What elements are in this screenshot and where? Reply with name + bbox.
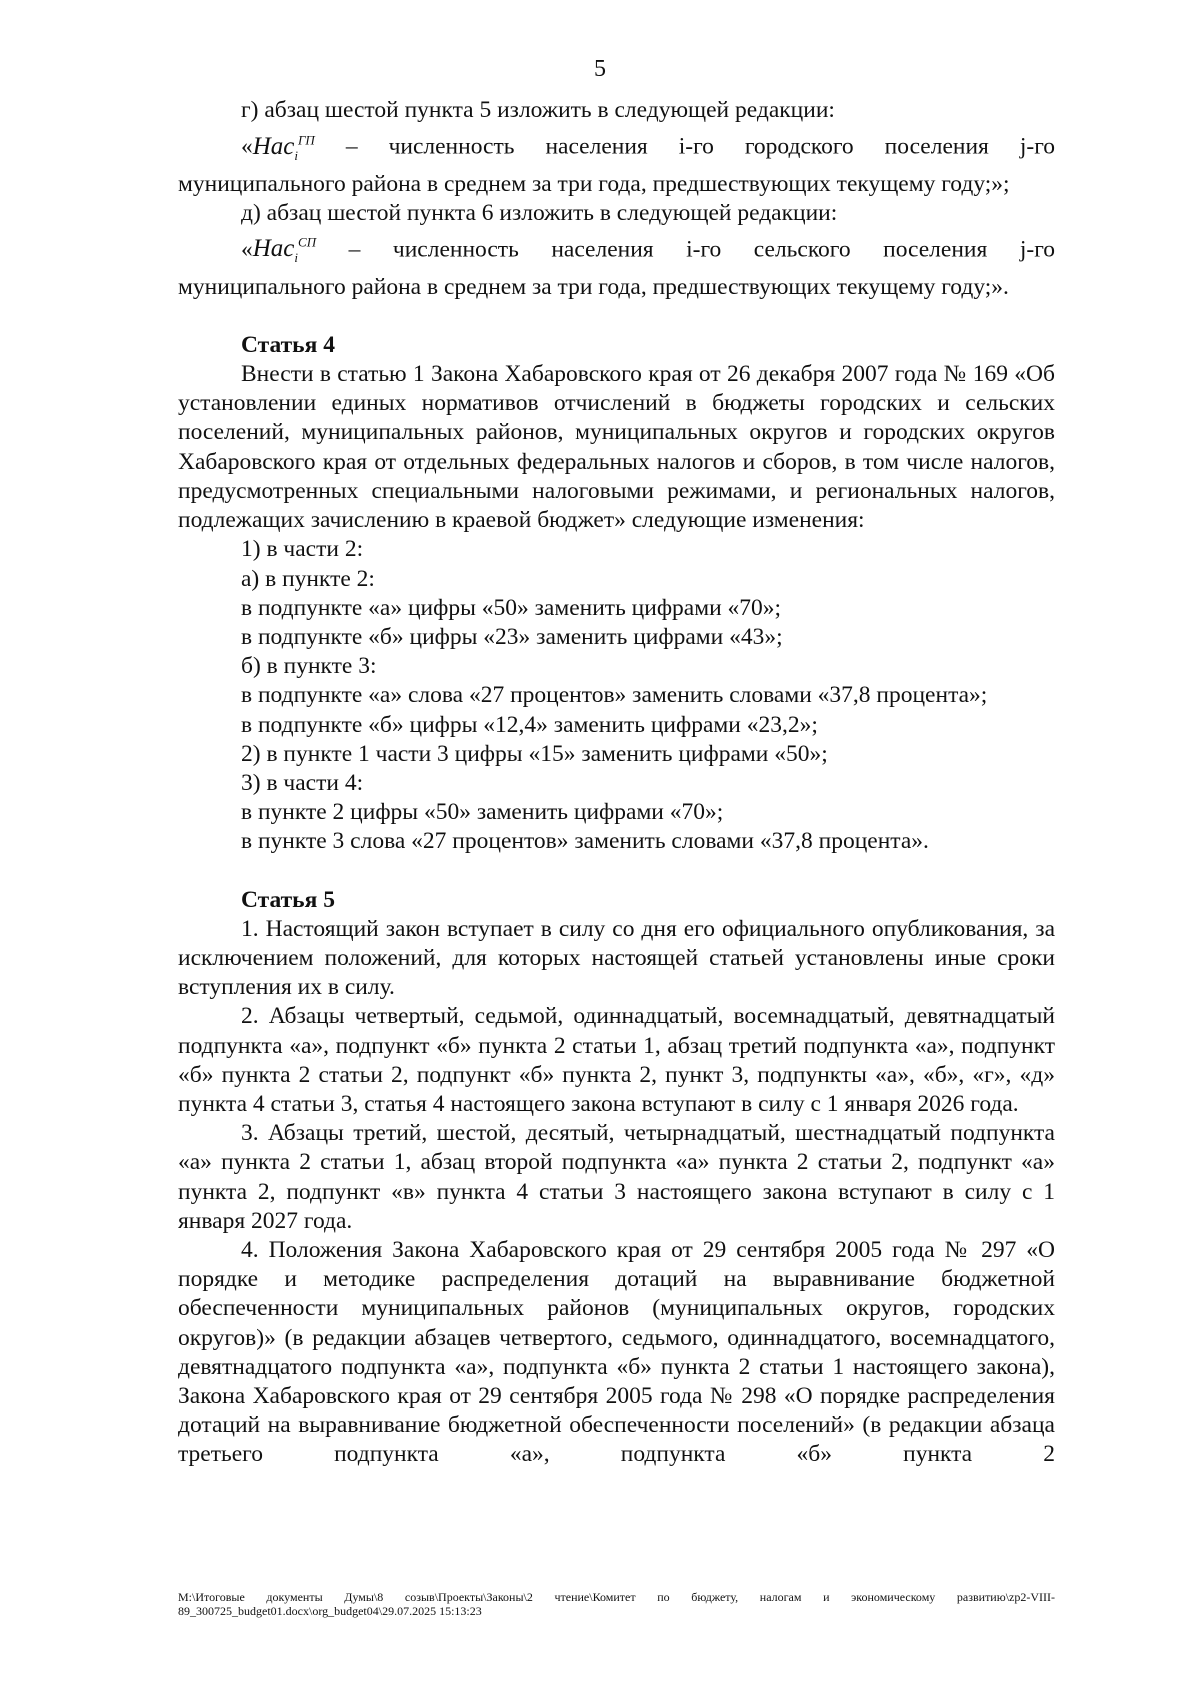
article4-intro: Внести в статью 1 Закона Хабаровского края от 26 декабря 2007 года № 169 «Об установлении единых нормативов отчислений в бюджеты городских и сельских поселений, муниципальных районов, муниципальных округов и городских округов Хабаровского края от отдельных федеральных налогов и сборов, в том числе налогов, предусмотренных специальными налоговыми режимами, и региональных налогов, подлежащих зачислению в краевой бюджет» следующие изменения: <box>178 361 1055 534</box>
article4-line: в подпункте «а» цифры «50» заменить цифрами «70»; <box>241 594 782 621</box>
article4-line: 1) в части 2: <box>241 536 364 563</box>
article5-paragraph-2: 2. Абзацы четвертый, седьмой, одиннадцатый, восемнадцатый, девятнадцатый подпункта «а», подпункт «б» пункта 2 статьи 1, абзац третий подпункта «а», подпункт «б» пункта 2 статьи 2, подпункт «б» пункта 2, пункт 3, подпункты «а», «б», «г», «д» пункта 4 статьи 3, статья 4 настоящего закона вступают в силу с 1 января 2026 года. <box>178 1003 1055 1117</box>
paragraph-d-formula <box>178 228 1055 273</box>
article4-line: 2) в пункте 1 части 3 цифры «15» заменить цифрами «50»; <box>241 740 828 767</box>
article5-heading: Статья 5 <box>241 886 335 913</box>
article4-line: 3) в части 4: <box>241 769 364 796</box>
article4-line: в подпункте «а» слова «27 процентов» заменить словами «37,8 процента»; <box>241 682 988 709</box>
file-path-footer: M:\Итоговые документы Думы\8 созыв\Проекты\Законы\2 чтение\Комитет по бюджету, налогам и экономическому развитию\zp2-VIII-89_300725_budget01.docx\org_budget04\29.07.2025 15:13:23 <box>178 1590 1055 1618</box>
quote-open: « <box>241 236 253 263</box>
paragraph-g-intro: г) абзац шестой пункта 5 изложить в следующей редакции: <box>241 97 835 123</box>
spacer <box>178 302 1055 331</box>
article5-paragraph-4: 4. Положения Закона Хабаровского края от 29 сентября 2005 года № 297 «О порядке и методике распределения дотаций на выравнивание бюджетной обеспеченности муниципальных районов (муниципальных округов, городских округов)» (в редакции абзацев четвертого, седьмого, одиннадцатого, восемнадцатого, девятнадцатого подпункта «а», подпункта «б» пункта 2 статьи 1 настоящего закона), Закона Хабаровского края от 29 сентября 2005 года № 298 «О порядке распределения дотаций на выравнивание бюджетной обеспеченности поселений» (в редакции абзаца третьего подпункта «а», подпункта «б» пункта 2 <box>178 1236 1055 1468</box>
article4-line: а) в пункте 2: <box>241 565 375 592</box>
paragraph-g-formula <box>178 125 1055 170</box>
article4-line: в пункте 3 слова «27 процентов» заменить словами «37,8 процента». <box>241 828 929 855</box>
paragraph-g-line2: муниципального района в среднем за три года, предшествующих текущему году;»; <box>178 170 1010 197</box>
article4-line: в пункте 2 цифры «50» заменить цифрами «70»; <box>241 799 724 826</box>
page-number: 5 <box>594 56 606 82</box>
article5-paragraph-3: 3. Абзацы третий, шестой, десятый, четырнадцатый, шестнадцатый подпункта «а» пункта 2 статьи 1, абзац второй подпункта «а» пункта 2 статьи 2, подпункт «а» пункта 2, подпункт «в» пункта 4 статьи 3 настоящего закона вступают в силу с 1 января 2027 года. <box>178 1120 1055 1234</box>
formula-nas-gp: Нас$_i^{ГП}$ <box>252 132 315 163</box>
article5-paragraph-1: 1. Настоящий закон вступает в силу со дня его официального опубликования, за исключением положений, для которых настоящей статьей установлены иные сроки вступления их в силу. <box>178 915 1055 1001</box>
article4-line: в подпункте «б» цифры «23» заменить цифрами «43»; <box>241 623 783 650</box>
article4-line: б) в пункте 3: <box>241 653 377 680</box>
formula-nas-sp: Нас$_i^{СП}$ <box>252 235 317 266</box>
spacer <box>178 857 1055 886</box>
paragraph-d-intro: д) абзац шестой пункта 6 изложить в следующей редакции: <box>241 199 838 226</box>
formula-description: – численность населения i-го сельского поселения j-го <box>348 236 1055 263</box>
paragraph-d-line2: муниципального района в среднем за три года, предшествующих текущему году;». <box>178 273 1009 300</box>
quote-open: « <box>241 133 253 160</box>
document-body <box>178 96 1055 1470</box>
formula-description: – численность населения i-го городского поселения j-го <box>345 133 1055 160</box>
article4-heading: Статья 4 <box>241 331 335 358</box>
article4-line: в подпункте «б» цифры «12,4» заменить цифрами «23,2»; <box>241 711 818 738</box>
